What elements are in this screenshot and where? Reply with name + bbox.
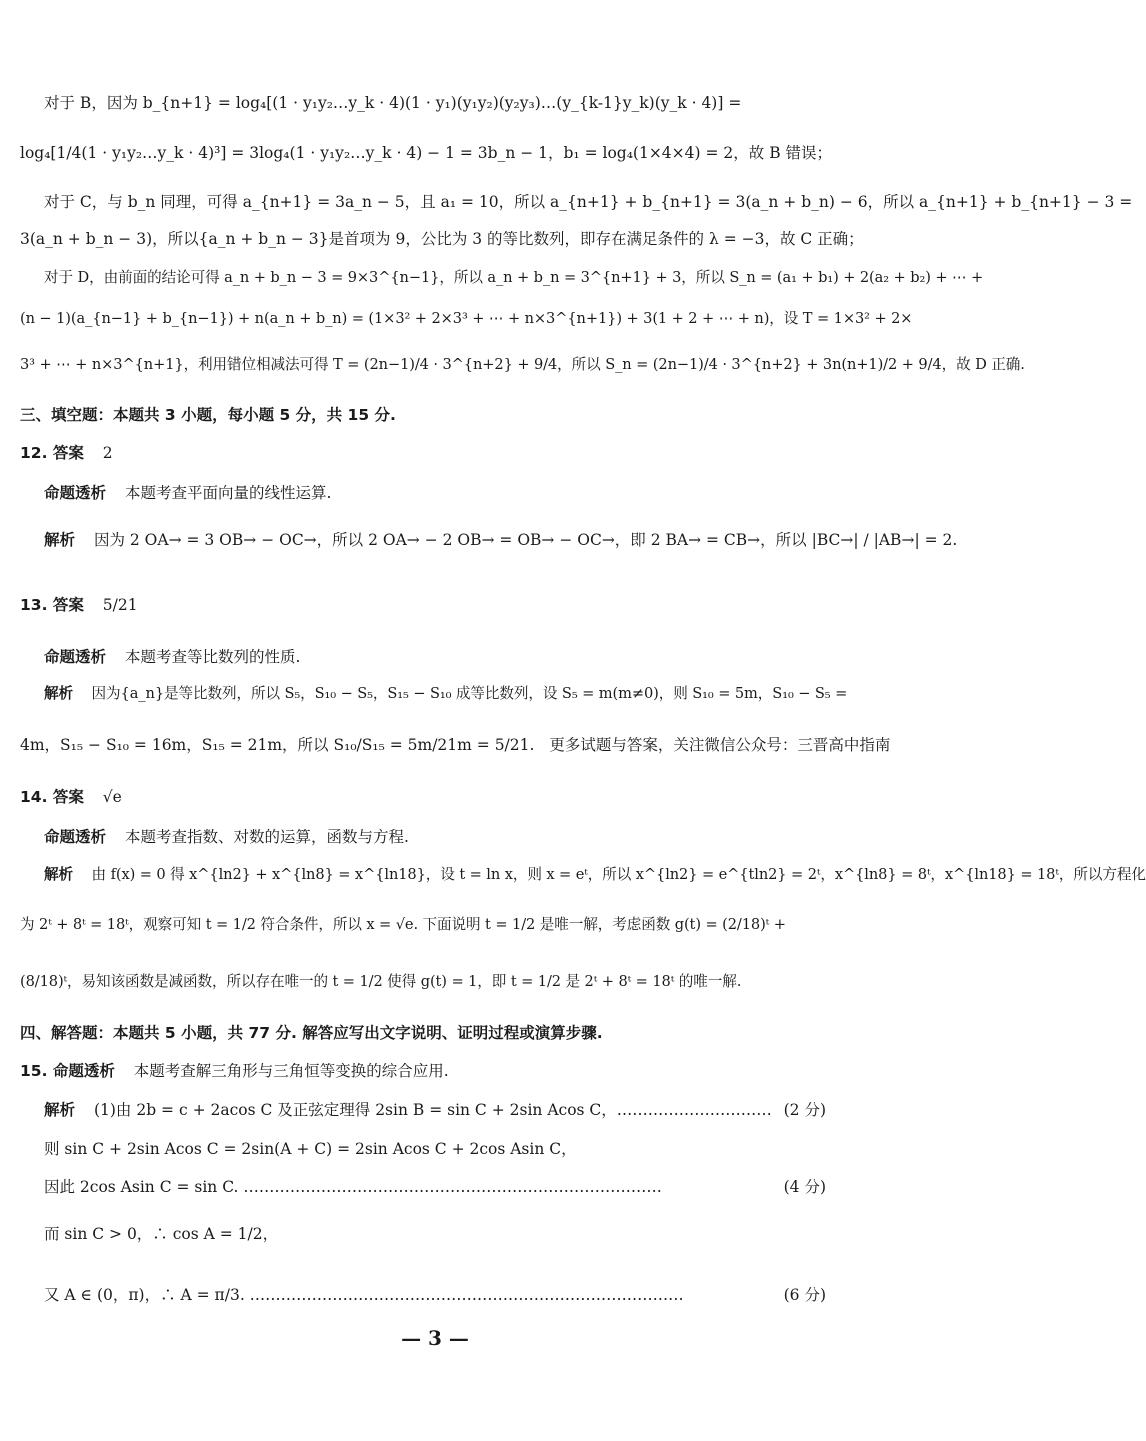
q15-score-1: (2 分) [783,1101,826,1119]
q12-analysis [44,533,957,549]
q14-answer-label: 14. 答案 [20,788,84,806]
q15-step-5 [44,1288,848,1304]
q14-focus-label: 命题透析 [44,828,107,846]
q12-answer-value: 2 [102,444,113,462]
q12-analysis-text: 因为 2 OA→ = 3 OB→ − OC→，所以 2 OA→ − 2 OB→ = OB→ − OC→，即 2 BA→ = CB→，所以 |BC→| / |AB→| = 2. [93,531,958,549]
section-3-heading: 三、填空题：本题共 3 小题，每小题 5 分，共 15 分. [20,406,396,424]
q13-answer-label: 13. 答案 [20,596,84,614]
q13-analysis-text-1: 因为{a_n}是等比数列，所以 S₅，S₁₀ − S₅，S₁₅ − S₁₀ 成等比数列，设 S₅ = m(m≠0)，则 S₁₀ = 5m，S₁₀ − S₅ = [91,685,848,702]
part-b-line-2: log₄[1/4(1 · y₁y₂…y_k · 4)³] = 3log₄(1 · y₁y₂…y_k · 4) − 1 = 3b_n − 1，b₁ = log₄(1×4×4) = 2，故 B 错误； [20,144,833,162]
q13-answer-value: 5/21 [102,596,138,614]
q14-focus-text: 本题考查指数、对数的运算，函数与方程. [124,828,409,846]
q15-focus-text: 本题考查解三角形与三角恒等变换的综合应用. [133,1062,449,1080]
q13-analysis-1 [44,687,847,702]
q12-focus-text: 本题考查平面向量的线性运算. [124,484,332,502]
q14-focus [44,830,409,846]
q15-focus-label: 15. 命题透析 [20,1062,115,1080]
q15-step-5-text: 又 A ∈ (0，π)，∴ A = π/3. ………………………………………………………………………… [44,1286,684,1304]
q12-focus-label: 命题透析 [44,484,107,502]
q14-analysis-text-1: 由 f(x) = 0 得 x^{ln2} + x^{ln8} = x^{ln18}，设 t = ln x，则 x = eᵗ，所以 x^{ln2} = e^{tln2} = 2ᵗ，x^{ln8} = 8ᵗ，x^{ln18} = 18ᵗ，所以方程化 [91,866,1146,883]
q14-analysis-3: (8/18)ᵗ，易知该函数是减函数，所以存在唯一的 t = 1/2 使得 g(t) = 1，即 t = 1/2 是 2ᵗ + 8ᵗ = 18ᵗ 的唯一解. [20,973,742,990]
q12-focus [44,486,331,502]
part-d-line-3: 3³ + ⋯ + n×3^{n+1}，利用错位相减法可得 T = (2n−1)/4 · 3^{n+2} + 9/4，所以 S_n = (2n−1)/4 · 3^{n+2} + 3n(n+1)/2 + 9/4，故 D 正确. [20,356,1025,373]
wechat-promo-text: 更多试题与答案，关注微信公众号：三晋高中指南 [549,736,891,754]
q15-step-3-text: 因此 2cos Asin C = sin C. ……………………………………………………………………… [44,1178,662,1196]
q14-analysis-1 [44,868,1146,883]
page-number: — 3 — [401,1326,469,1350]
q13-focus-text: 本题考查等比数列的性质. [124,648,301,666]
q15-step-4: 而 sin C > 0，∴ cos A = 1/2， [44,1225,279,1243]
q15-score-3: (4 分) [783,1178,826,1196]
q15-score-5: (6 分) [783,1286,826,1304]
q15-step-3 [44,1180,848,1196]
q15-analysis-label: 解析 [44,1101,76,1119]
part-c-line-1: 对于 C，与 b_n 同理，可得 a_{n+1} = 3a_n − 5，且 a₁ = 10，所以 a_{n+1} + b_{n+1} = 3(a_n + b_n) − 6，所以 a_{n+1} + b_{n+1} − 3 = [44,193,1133,211]
part-b-line-1: 对于 B，因为 b_{n+1} = log₄[(1 · y₁y₂…y_k · 4)(1 · y₁)(y₁y₂)(y₂y₃)…(y_{k-1}y_k)(y_k · 4)] = [44,94,742,112]
q13-analysis-2 [20,738,890,754]
q13-focus [44,650,300,666]
q15-step-1 [44,1103,848,1119]
q13-focus-label: 命题透析 [44,648,107,666]
section-4-heading: 四、解答题：本题共 5 小题，共 77 分. 解答应写出文字说明、证明过程或演算步骤. [20,1024,603,1042]
q12-analysis-label: 解析 [44,531,76,549]
q14-answer [20,790,122,806]
q14-analysis-2: 为 2ᵗ + 8ᵗ = 18ᵗ，观察可知 t = 1/2 符合条件，所以 x = √e. 下面说明 t = 1/2 是唯一解，考虑函数 g(t) = (2/18)ᵗ + [20,916,786,933]
q15-step-2: 则 sin C + 2sin Acos C = 2sin(A + C) = 2sin Acos C + 2cos Asin C， [44,1140,577,1158]
q12-answer-label: 12. 答案 [20,444,84,462]
q13-analysis-text-2: 4m，S₁₅ − S₁₀ = 16m，S₁₅ = 21m，所以 S₁₀/S₁₅ = 5m/21m = 5/21. [20,736,535,754]
q13-analysis-label: 解析 [44,685,73,702]
q13-answer [20,598,138,614]
q15-focus [20,1064,449,1080]
part-d-line-2: (n − 1)(a_{n−1} + b_{n−1}) + n(a_n + b_n) = (1×3² + 2×3³ + ⋯ + n×3^{n+1}) + 3(1 + 2 + ⋯ + n)，设 T = 1×3² + 2× [20,310,913,327]
q14-answer-value: √e [102,788,122,806]
part-c-line-2: 3(a_n + b_n − 3)，所以{a_n + b_n − 3}是首项为 9，公比为 3 的等比数列，即存在满足条件的 λ = −3，故 C 正确； [20,230,864,248]
q15-step-1-text: (1)由 2b = c + 2acos C 及正弦定理得 2sin B = sin C + 2sin Acos C，………………………… [93,1101,772,1119]
q14-analysis-label: 解析 [44,866,73,883]
part-d-line-1: 对于 D，由前面的结论可得 a_n + b_n − 3 = 9×3^{n−1}，所以 a_n + b_n = 3^{n+1} + 3，所以 S_n = (a₁ + b₁) + 2(a₂ + b₂) + ⋯ + [44,269,984,286]
q12-answer [20,446,113,462]
